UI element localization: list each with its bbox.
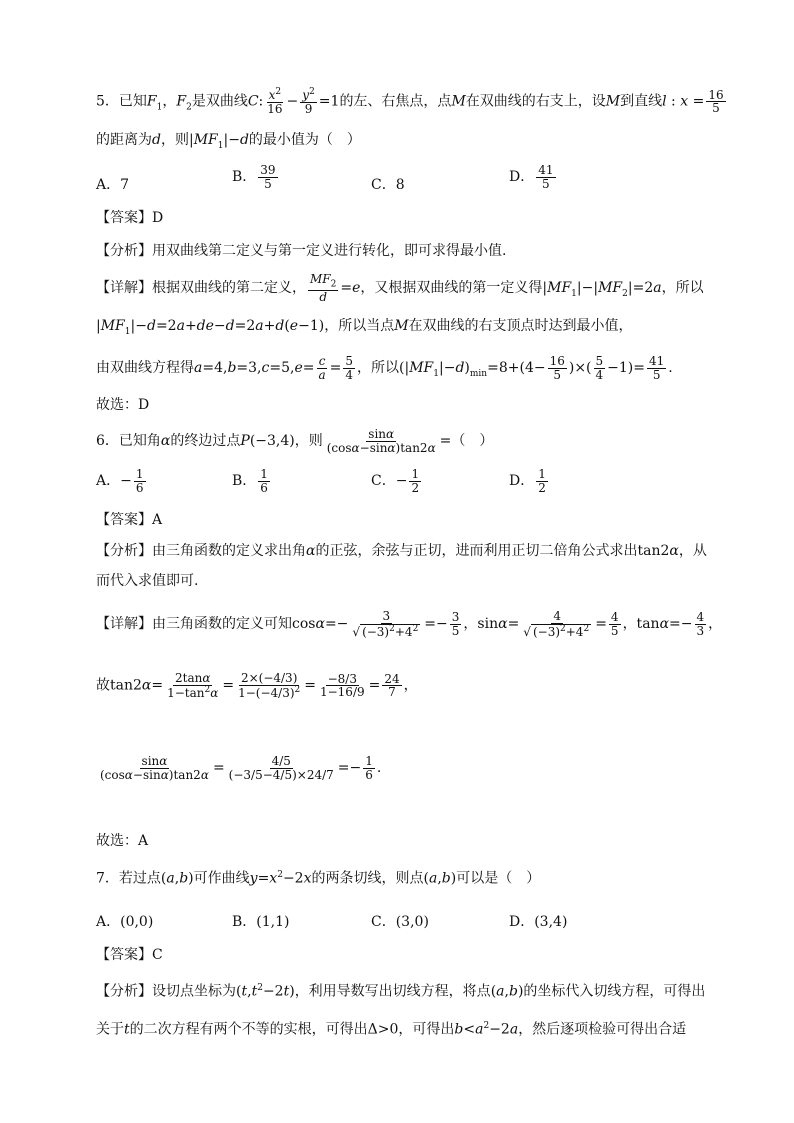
q7-option-c[interactable]: C．(3,0): [371, 914, 429, 930]
q6-stem: 6．已知角α的终边过点P(−3,4)，则 $\frac{\sin\alpha}{(\cos\alpha-\sin\alpha)\tan 2\alpha}$ =（ ）: [96, 427, 494, 455]
q5-option-d[interactable]: D． $\frac{41}{5}$: [509, 163, 554, 191]
fraction: $\frac{y^2}{9}$: [302, 87, 315, 116]
q5-option-c[interactable]: C．8: [371, 177, 405, 193]
q7-answer-line: 【答案】C: [96, 947, 163, 963]
q7-stem: 7．若过点(a,b)可作曲线$y=x^2-2x$的两条切线，则点(a,b)可以是（ ）: [96, 870, 541, 887]
answer-tag: 【答案】: [96, 210, 152, 226]
q5-analysis-line: [96, 243, 506, 260]
q6-detail-line1: 【详解】由三角函数的定义可知cosα=− $\frac{3}{√ (-3)^2+4^2}$ =− $\frac{3}{5}$ ，sinα= $\frac{4}{√ (-3)^2+4^2}$ = $\frac{4}{5}$ ，tanα=− $\frac{4}{3}$ ，: [96, 609, 723, 639]
q6-detail-line3: $\frac{\sin\alpha}{(\cos\alpha-\sin\alpha)\tan 2\alpha}$ = $\frac{4/5}{(-3/5-4/5)\times 24/7}$ =− $\frac{1}{6}$ .: [100, 754, 382, 782]
q7-analysis-line2: 关于t的二次方程有两个不等的实根，可得出Δ>0，可得出$b<a^2-2a$，然后逐项检验可得出合适: [96, 1021, 687, 1038]
q5-stem-part: 是双曲线: [191, 93, 248, 110]
q5-stem-part: 到直线: [620, 93, 663, 110]
q5-stem-part: 的距离为: [96, 132, 152, 148]
q5-stem-part: 的左、右焦点，点: [339, 93, 452, 110]
q5-stem-line1: 5．已知$F_1$，$F_2$是双曲线C: $\frac{x^2}{16}$ − $\frac{y^2}{9}$ =1的左、右焦点，点M在双曲线的右支上，设M到直线l : x = $\frac{16}{5}$: [96, 87, 724, 116]
q5-detail-line1: 【详解】根据双曲线的第二定义， $\frac{MF_2}{d}$ =e，又根据双曲线的第一定义得$|MF_1|-|MF_2|=2a$，所以: [96, 272, 704, 304]
q5-conclusion: 故选：D: [96, 397, 150, 413]
q7-analysis-line1: 【分析】设切点坐标为$(t,t^2-2t)$，利用导数写出切线方程，将点(a,b)的坐标代入切线方程，可得出: [96, 983, 706, 1000]
q6-analysis-line2: 而代入求值即可.: [96, 573, 199, 589]
q6-option-c[interactable]: C．− $\frac{1}{2}$: [371, 467, 420, 495]
fraction: $\frac{x^2}{16}$: [267, 87, 283, 116]
q7-option-a[interactable]: A．(0,0): [96, 914, 154, 930]
q5-stem-line2: 的距离为d，则$|MF_1|-d$的最小值为（ ）: [96, 132, 361, 151]
q6-detail-line2: 故tan2α= $\frac{2\tan\alpha}{1-\tan^2\alpha}$ = $\frac{2\times(-4/3)}{1-(-4/3)^2}$ = $\frac{-8/3}{1-16/9}$ = $\frac{24}{7}$ ，: [96, 671, 418, 700]
q5-stem-part: ，则: [160, 132, 189, 148]
q5-stem-part: 5．已知: [96, 93, 147, 110]
q5-answer: D: [152, 210, 164, 226]
fraction: $\frac{16}{5}$: [708, 87, 724, 116]
q5-stem-part: 的最小值为（ ）: [248, 132, 361, 148]
q7-option-b[interactable]: B．(1,1): [232, 914, 290, 930]
q5-analysis: 用双曲线第二定义与第一定义进行转化，即可求得最小值.: [152, 243, 507, 259]
q6-conclusion: 故选：A: [96, 833, 149, 849]
q5-detail-line2: $|MF_1|-d=2a+de-d=2a+d(e-1)$，所以当点M在双曲线的右支顶点时达到最小值，: [96, 318, 633, 337]
q6-answer-line: 【答案】A: [96, 512, 163, 528]
detail-tag: 【详解】: [96, 280, 152, 297]
q5-detail-line3: 由双曲线方程得a=4,b=3,c=5,e= $\frac{c}{a}$ = $\frac{5}{4}$ ，所以$(|MF_1|-d)_{min}=8+(4-$ $\frac{16}{5}$ )×( $\frac{5}{4}$ −1)= $\frac{41}{5}$ .: [96, 354, 673, 382]
q6-option-d[interactable]: D． $\frac{1}{2}$: [509, 467, 546, 495]
q7-option-d[interactable]: D．(3,4): [509, 914, 568, 930]
q6-option-b[interactable]: B． $\frac{1}{6}$: [232, 467, 268, 495]
q5-option-b[interactable]: B． $\frac{39}{5}$: [232, 163, 276, 191]
q6-option-a[interactable]: A．− $\frac{1}{6}$: [96, 467, 144, 495]
q6-analysis-line1: 【分析】由三角函数的定义求出角α的正弦，余弦与正切，进而利用正切二倍角公式求出tan2α，从: [96, 543, 707, 559]
q5-stem-part: 在双曲线的右支上，设: [465, 93, 606, 110]
q5-answer-line: [96, 210, 163, 227]
analysis-tag: 【分析】: [96, 243, 152, 259]
q5-option-a[interactable]: A．7: [96, 177, 130, 193]
